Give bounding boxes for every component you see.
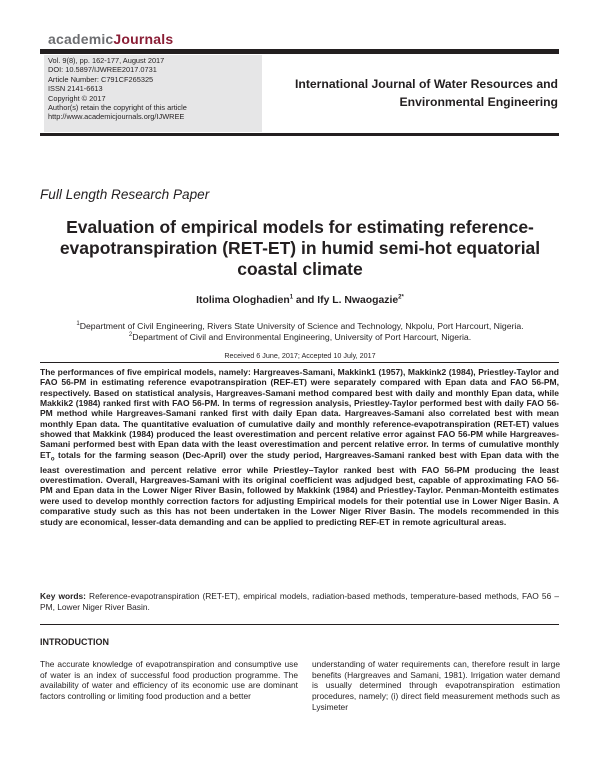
received-accepted-dates: Received 6 June, 2017; Accepted 10 July, 2017 [224,351,376,360]
affiliation-1: $^1$Department of Civil Engineering, Rivers State University of Science and Technology, Nkpolu, Port Harcourt, Nigeria. [76,321,524,331]
abstract-subscript: o [50,456,55,463]
author-2-affil: 2* [398,294,404,301]
author-1: Itolima Ologhadien [196,295,290,306]
authors [0,295,600,306]
section-heading-introduction: INTRODUCTION [40,637,109,647]
author-conjunction: and [293,295,318,306]
journal-name-line1: International Journal of Water Resources and [295,77,558,91]
intro-column-left: The accurate knowledge of evapotranspiration and consumptive use of water is an index of successful food production programme. The availability of water and efficiency of its economic use are dominant factors controlling or limiting food production and a better [40,659,298,702]
journal-name-line2: Environmental Engineering [399,95,558,109]
affiliations [40,321,560,343]
meta-url: http://www.academicjournals.org/IJWREE [48,112,185,122]
abstract: The performances of five empirical models, namely: Hargreaves-Samani, Makkink1 (1957), Makkink2 (1984), Priestley-Taylor and FAO 56-PM in estimating reference evapotranspiration (REF-ET) were separately compared with Epan data and FAO 56-PM, respectively. Based on statistical analysis, Hargreaves-Samani method compared best with daily and monthly Epan data, while Makkik2 (1984) ranked first with FAO 56-PM. In terms of regression analysis, Priestley-Taylor performed best with daily FAO 56-PM method while Hargreaves-Samani ranked first with daily Epan data. Hargreaves-Samani also correlated best with mean monthly Epan data. The quantitative evaluation of cumulative daily and monthly reference-evapotranspiration (RET-ET) values showed that Makkink (1984) produced the least overestimation and percent relative error against FAO 56-PM while Hargreaves-Samani performed best with Epan data with the least overestimation and percent relative error. In terms of cumulative monthly $ET_o$ totals for the farming season (Dec-April) over the study period, Hargreaves-Samani ranked best with Epan data with the least overestimation and percent relative error while Priestley–Taylor ranked best with FAO 56-PM producing the least overestimation. Overall, Hargreaves-Samani with its original coefficient was adjudged best, capable of approximating FAO 56-PM and Epan data in the Lower Niger River Basin, followed by Makkink (1984) and Priestley-Taylor. Penman-Monteith estimates were used to develop monthly correction factors for adjusting Empirical models for their potential use in Lower Niger Basin. A comparative study such as this has not been undertaken in the Lower Niger River Basin. The models recommended in this study are economical, lesser-data demanding and can be applied to predicting REF-ET in remote agricultural areas. [40,367,559,527]
affiliation-2: $^2$Department of Civil and Environmental Engineering, University of Port Harcourt, Nigeria. [128,331,472,342]
paper-title: Evaluation of empirical models for estimating reference-evapotranspiration (RET-ET) in humid semi-hot equatorial coastal climate [59,217,541,279]
keywords [40,591,559,612]
meta-issn: ISSN 2141-6613 [48,84,103,94]
meta-copyright: Copyright © 2017 [48,93,106,103]
meta-article-number: Article Number: C791CF265325 [48,74,154,84]
journal-name [268,75,558,111]
intro-column-right: understanding of water requirements can, therefore result in large benefits (Hargreaves and Samani, 1981). Irrigation water demand is usually determined through evapotranspiration estimation procedures, namely; (i) direct field measurement methods such as Lysimeter [312,659,560,712]
keywords-text: Reference-evapotranspiration (RET-ET), empirical models, radiation-based methods, temperature-based methods, FAO 56 –PM, Lower Niger River Basin. [40,591,559,612]
author-2: Ify L. Nwaogazie [317,295,399,306]
meta-rights: Author(s) retain the copyright of this article [48,103,187,113]
keywords-rule [40,624,559,625]
logo-journals: Journals [113,31,174,47]
publisher-logo [48,31,173,47]
meta-volume: Vol. 9(8), pp. 162-177, August 2017 [48,56,165,65]
keywords-label: Key words: [40,591,86,601]
meta-doi: DOI: 10.5897/IJWREE2017.0731 [48,65,157,75]
abstract-rule [40,362,559,363]
header-bottom-rule [40,133,559,136]
logo-academic: academic [48,31,114,47]
author-1-affil: 1 [289,294,294,301]
paper-type: Full Length Research Paper [40,187,210,202]
header-rule [40,49,559,54]
article-meta-box [44,55,262,132]
